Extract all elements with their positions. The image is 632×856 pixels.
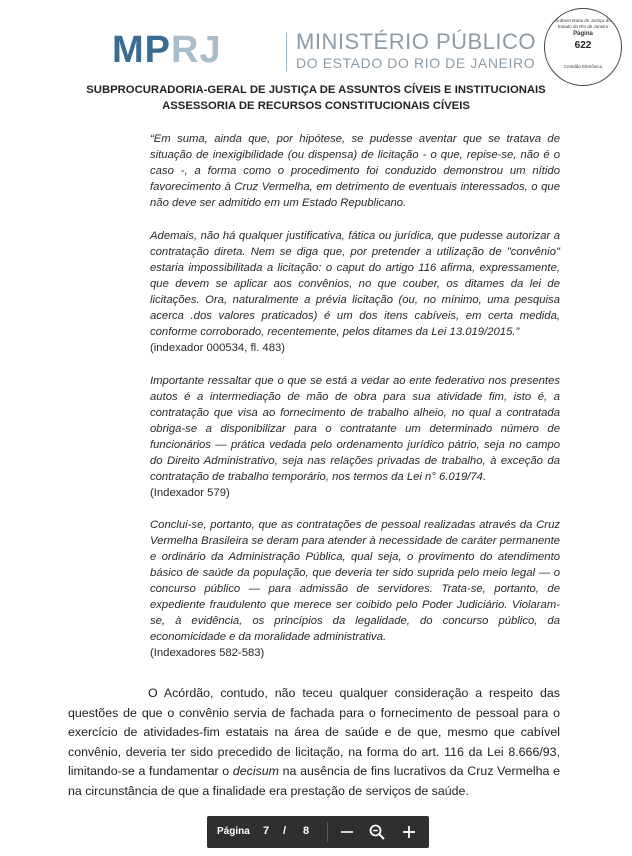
zoom-icon [365,820,389,844]
quote-reference: (Indexadores 582-583) [150,647,265,659]
mprj-logo [112,30,222,70]
page-stamp [544,8,622,86]
zoom-out-button[interactable] [335,820,359,844]
plus-icon [397,820,421,844]
body-text-italic: decisum [232,764,279,778]
quote-block [150,228,560,356]
pager-divider [327,822,328,842]
quote-reference: (Indexador 579) [150,487,230,499]
quote-block [150,131,560,211]
stamp-number: 622 [574,40,592,51]
pager-current-page[interactable]: 7 [263,825,270,837]
quote-reference: (indexador 000534, fl. 483) [150,342,286,354]
logo-mp: MP [112,29,171,71]
logo-divider [286,33,287,71]
header-assessoria: ASSESSORIA DE RECURSOS CONSTITUCIONAIS CÍVEIS [162,100,470,112]
pager-total-pages: 8 [303,825,310,837]
zoom-button[interactable] [365,820,389,844]
zoom-in-button[interactable] [397,820,421,844]
minus-icon [335,820,359,844]
stamp-bottom-text: Certidão Eletrônica [563,64,603,69]
body-paragraph [68,684,560,801]
pager-separator: / [283,825,287,837]
quote-text: Conclui-se, portanto, que as contratações de pessoal realizadas através da Cruz Vermelha Brasileira se deram para atender à necessidade de caráter permanente e ordinário da Administração Pública, qual seja, o provimento do atendimento básico de saúde da população, que deveria ter sido suprida pelo meio legal — o concurso público — para admissão de servidores. Trata-se, portanto, de expediente fraudulento que merece ser coibido pelo Poder Judiciário. Violaram-se, à evidência, os princípios da legalidade, do concurso público, da economicidade e da moralidade administrativa. [150,519,560,643]
quote-text: “Em suma, ainda que, por hipótese, se pudesse aventar que se tratava de situação de inexigibilidade (ou dispensa) de licitação - o que, repise-se, não é o caso -, a forma como o procedimento foi conduzido demonstrou um nítido favorecimento à Cruz Vermelha, em detrimento de eventuais interessados, o que não deve ser admitido em um Estado Republicano. [150,133,560,209]
quote-text: Ademais, não há qualquer justificativa, fática ou jurídica, que pudesse autorizar a contratação direta. Nem se diga que, por pretender a utilização de "convênio" estaria impossibilitada a licitação: o caput do artigo 116 afirma, expressamente, que devem se aplicar aos convênios, no que couber, os ditames da lei de licitações. Ora, naturalmente a prévia licitação (ou, no mínimo, uma pesquisa acerca .dos valores praticados) é um dos itens cabíveis, em certa medida, conforme corroborado, recentemente, pelos ditames da Lei 13.019/2015.” [150,230,560,338]
logo-estado: DO ESTADO DO RIO DE JANEIRO [296,55,536,71]
quote-block [150,517,560,661]
pager-toolbar [207,816,429,848]
logo-rj: RJ [171,29,222,71]
stamp-top-text: Subsecretaria de Justiça do Estado do Rio de Janeiro [555,18,611,29]
body-text-part1: O Acórdão, contudo, não teceu qualquer consideração a respeito das questões de que o convênio servia de fachada para o fornecimento de pessoal para o exercício de atividades-fim estatais na área de saúde e de que, mesmo que cabível convênio, deveria ter sido precedido de licitação, na forma do art. 116 da Lei 8.666/93, limitando-se a fundamentar o [68,686,560,778]
logo-ministerio: MINISTÉRIO PÚBLICO [296,29,537,54]
header-subprocuradoria: SUBPROCURADORIA-GERAL DE JUSTIÇA DE ASSUNTOS CÍVEIS E INSTITUCIONAIS [86,84,546,96]
stamp-label: Página [573,31,593,37]
body-text-part2: na ausência de fins lucrativos da Cruz Vermelha e na circunstância de que a finalidade era prestação de serviços de saúde. [68,764,560,798]
quote-text: Importante ressaltar que o que se está a vedar ao ente federativo nos presentes autos é a intermediação de mão de obra para sua atividade fim, isto é, a contratação que visa ao fornecimento de trabalho alheio, no qual a contratada obriga-se a disponibilizar para o contratante um determinado número de funcionários — prática vedada pelo ordenamento jurídico pátrio, seja no campo do Direito Administrativo, seja nas relações privadas de trabalho, à exceção da contratação de trabalho temporário, nos termos da Lei n° 6.019/74. [150,375,560,483]
pager-label: Página [217,826,250,837]
quote-block [150,373,560,501]
